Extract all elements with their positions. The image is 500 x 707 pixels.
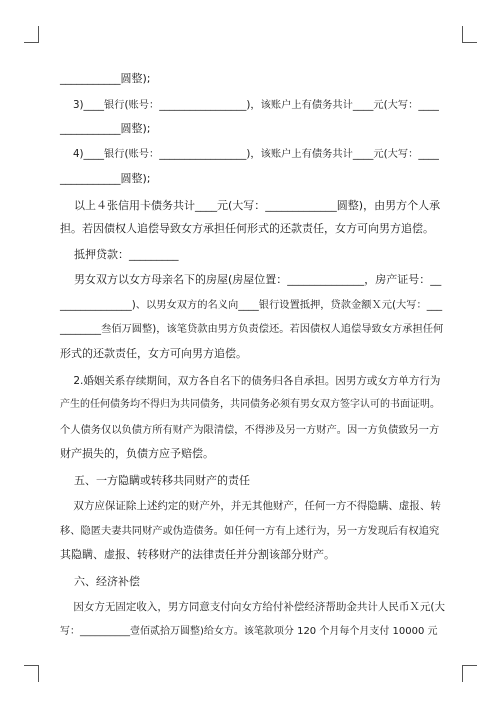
text-line: 2.婚姻关系存续期间，双方各自名下的债务归各自承担。因男方或女方单方行为 [60, 375, 441, 387]
text-line: 其隐瞒、虚报、转移财产的法律责任并分割该部分财产。 [60, 548, 335, 561]
text-line: 以上４张信用卡债务共计____元(大写：_____________圆整)，由男方个人承 [60, 199, 441, 212]
text-line: 双方应保证除上述约定的财产外，并无其他财产，任何一方不得隐瞒、虚报、转 [60, 500, 441, 512]
text-line: 男女双方以女方母亲名下的房屋(房屋位置：______________，房产证号：__ [60, 273, 442, 286]
crop-mark-top-right [462, 26, 477, 43]
section-heading: 六、经济补偿 [60, 575, 140, 588]
crop-mark-top-left [24, 26, 39, 43]
text-line: 移、隐匿夫妻共同财产或伪造债务。如任何一方有上述行为，另一方发现后有权追究 [60, 525, 440, 537]
crop-mark-bottom-right [462, 665, 477, 682]
text-line: 形式的还款责任，女方可向男方追偿。 [60, 347, 247, 360]
text-line: 抵押贷款：_________ [60, 248, 179, 261]
text-line: 担。若因债权人追偿导致女方承担任何形式的还款责任，女方可向男方追偿。 [60, 222, 434, 235]
text-line: 写：__________壹佰贰拾万圆整)给女方。该笔款项分 120 个月每个月支付 10000 元 [60, 626, 438, 637]
text-line: 产生的任何债务均不得归为共同债务，共同债务必须有男女双方签字认可的书面证明。 [60, 399, 440, 410]
crop-mark-bottom-left [24, 665, 39, 682]
text-line: ___________圆整); [60, 72, 151, 85]
text-line: 3)____银行(账号：_________________)，该账户上有债务共计____元(大写：____ [60, 99, 439, 111]
text-line: ______________)、以男女双方的名义向____银行设置抵押，贷款金额Ｘ元(大写：___ [60, 299, 443, 311]
text-line: ___________圆整); [60, 172, 151, 185]
text-line: 4)____银行(账号：_________________)，该账户上有债务共计____元(大写：____ [60, 148, 439, 160]
text-line: 个人债务仅以负债方所有财产为限清偿，不得涉及另一方财产。因一方负债致另一方 [60, 424, 440, 436]
text-line: 财产损失的，负债方应予赔偿。 [60, 447, 214, 460]
text-line: 因女方无固定收入，男方同意支付向女方给付补偿经济帮助金共计人民币Ｘ元(大 [60, 601, 445, 613]
section-heading: 五、一方隐瞒或转移共同财产的责任 [60, 474, 250, 487]
text-line: ________叁佰万圆整)，该笔贷款由男方负责偿还。若因债权人追偿导致女方承担任何 [60, 323, 444, 335]
text-line: ___________圆整); [60, 122, 151, 135]
